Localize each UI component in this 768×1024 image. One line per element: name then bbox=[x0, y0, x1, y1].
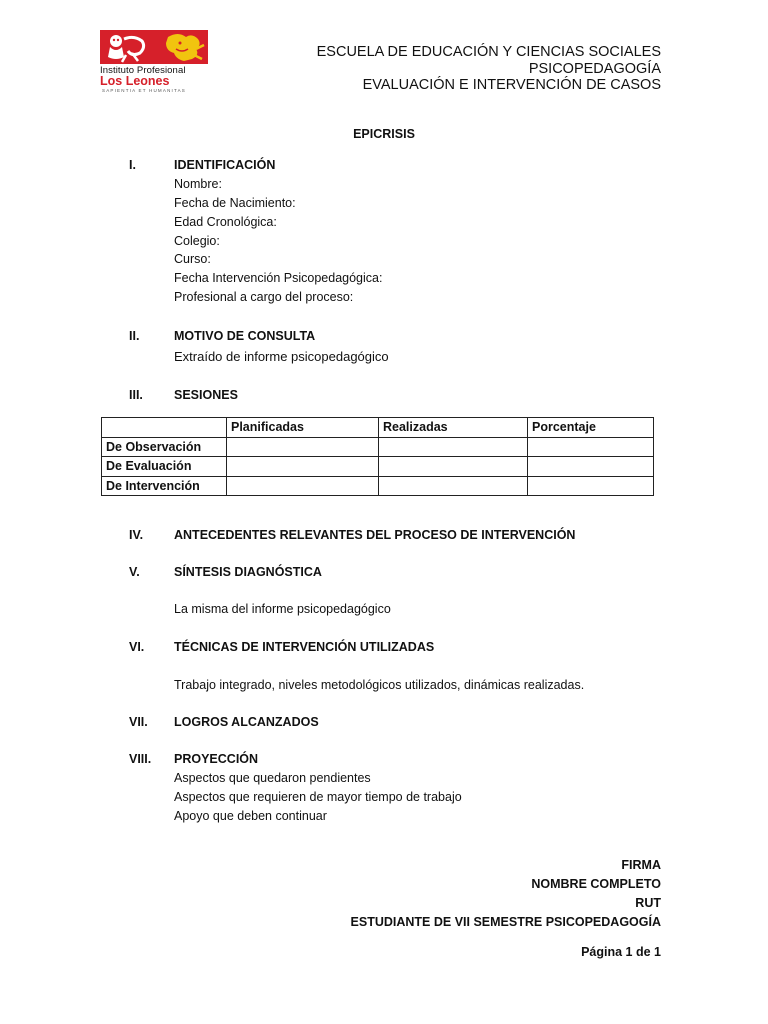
table-header-cell: Porcentaje bbox=[528, 418, 654, 438]
logo-institution-text: Instituto Profesional bbox=[100, 65, 186, 76]
field-nombre: Nombre: bbox=[174, 177, 222, 191]
section-heading: TÉCNICAS DE INTERVENCIÓN UTILIZADAS bbox=[174, 640, 435, 654]
table-row bbox=[102, 476, 654, 496]
section-number: VIII. bbox=[129, 752, 152, 766]
section-heading: IDENTIFICACIÓN bbox=[174, 158, 276, 172]
tecnicas-text: Trabajo integrado, niveles metodológicos utilizados, dinámicas realizadas. bbox=[174, 678, 585, 692]
section-heading: PROYECCIÓN bbox=[174, 752, 259, 766]
table-cell bbox=[227, 437, 379, 457]
table-cell bbox=[379, 476, 528, 496]
sintesis-text: La misma del informe psicopedagógico bbox=[174, 602, 391, 616]
proyeccion-item: Aspectos que quedaron pendientes bbox=[174, 771, 371, 785]
section-heading: LOGROS ALCANZADOS bbox=[174, 715, 319, 729]
section-heading: SESIONES bbox=[174, 388, 238, 402]
logo-motto: SAPIENTIA ET HUMANITAS bbox=[102, 88, 186, 93]
table-row-label: De Observación bbox=[102, 437, 227, 457]
table-header-cell: Planificadas bbox=[227, 418, 379, 438]
logo-crest bbox=[100, 30, 208, 64]
table-cell bbox=[227, 476, 379, 496]
section-number: VI. bbox=[129, 640, 145, 654]
section-number: I. bbox=[129, 158, 136, 172]
section-number: IV. bbox=[129, 528, 144, 542]
signature-nombre: NOMBRE COMPLETO bbox=[531, 877, 661, 891]
field-curso: Curso: bbox=[174, 252, 211, 266]
page-number: Página 1 de 1 bbox=[581, 945, 661, 959]
section-heading: ANTECEDENTES RELEVANTES DEL PROCESO DE INTERVENCIÓN bbox=[174, 528, 576, 542]
section-number: VII. bbox=[129, 715, 148, 729]
header-program: PSICOPEDAGOGÍA bbox=[528, 60, 661, 77]
table-cell bbox=[528, 476, 654, 496]
field-colegio: Colegio: bbox=[174, 234, 220, 248]
table-header-cell: Realizadas bbox=[379, 418, 528, 438]
section-number: III. bbox=[129, 388, 143, 402]
field-profesional: Profesional a cargo del proceso: bbox=[174, 290, 354, 304]
table-cell bbox=[528, 457, 654, 477]
document-title: EPICRISIS bbox=[353, 127, 415, 141]
table-header-cell bbox=[102, 418, 227, 438]
signature-firma: FIRMA bbox=[621, 858, 661, 872]
section-heading: SÍNTESIS DIAGNÓSTICA bbox=[174, 565, 322, 579]
header-school: ESCUELA DE EDUCACIÓN Y CIENCIAS SOCIALES bbox=[316, 44, 661, 60]
table-row-label: De Evaluación bbox=[102, 457, 227, 477]
motivo-text: Extraído de informe psicopedagógico bbox=[174, 349, 389, 364]
proyeccion-item: Apoyo que deben continuar bbox=[174, 809, 327, 823]
sessions-table bbox=[101, 417, 654, 496]
monkey-emblem-icon bbox=[102, 31, 150, 63]
header-course: EVALUACIÓN E INTERVENCIÓN DE CASOS bbox=[362, 77, 661, 93]
document-header bbox=[317, 44, 661, 94]
institution-logo bbox=[100, 30, 208, 94]
signature-rut: RUT bbox=[635, 896, 661, 910]
signature-role: ESTUDIANTE DE VII SEMESTRE PSICOPEDAGOGÍA bbox=[350, 915, 661, 929]
table-cell bbox=[528, 437, 654, 457]
table-header-row bbox=[102, 418, 654, 438]
table-cell bbox=[227, 457, 379, 477]
field-fecha-intervencion: Fecha Intervención Psicopedagógica: bbox=[174, 271, 383, 285]
table-row bbox=[102, 437, 654, 457]
field-edad-cronologica: Edad Cronológica: bbox=[174, 215, 277, 229]
section-number: V. bbox=[129, 565, 140, 579]
field-fecha-nacimiento: Fecha de Nacimiento: bbox=[174, 196, 296, 210]
table-row bbox=[102, 457, 654, 477]
logo-brand-text: Los Leones bbox=[100, 74, 170, 88]
signature-block bbox=[351, 856, 661, 932]
lion-emblem-icon bbox=[158, 31, 206, 63]
table-cell bbox=[379, 457, 528, 477]
section-heading: MOTIVO DE CONSULTA bbox=[174, 329, 316, 343]
table-cell bbox=[379, 437, 528, 457]
proyeccion-item: Aspectos que requieren de mayor tiempo de trabajo bbox=[174, 790, 462, 804]
section-number: II. bbox=[129, 329, 140, 343]
table-row-label: De Intervención bbox=[102, 476, 227, 496]
